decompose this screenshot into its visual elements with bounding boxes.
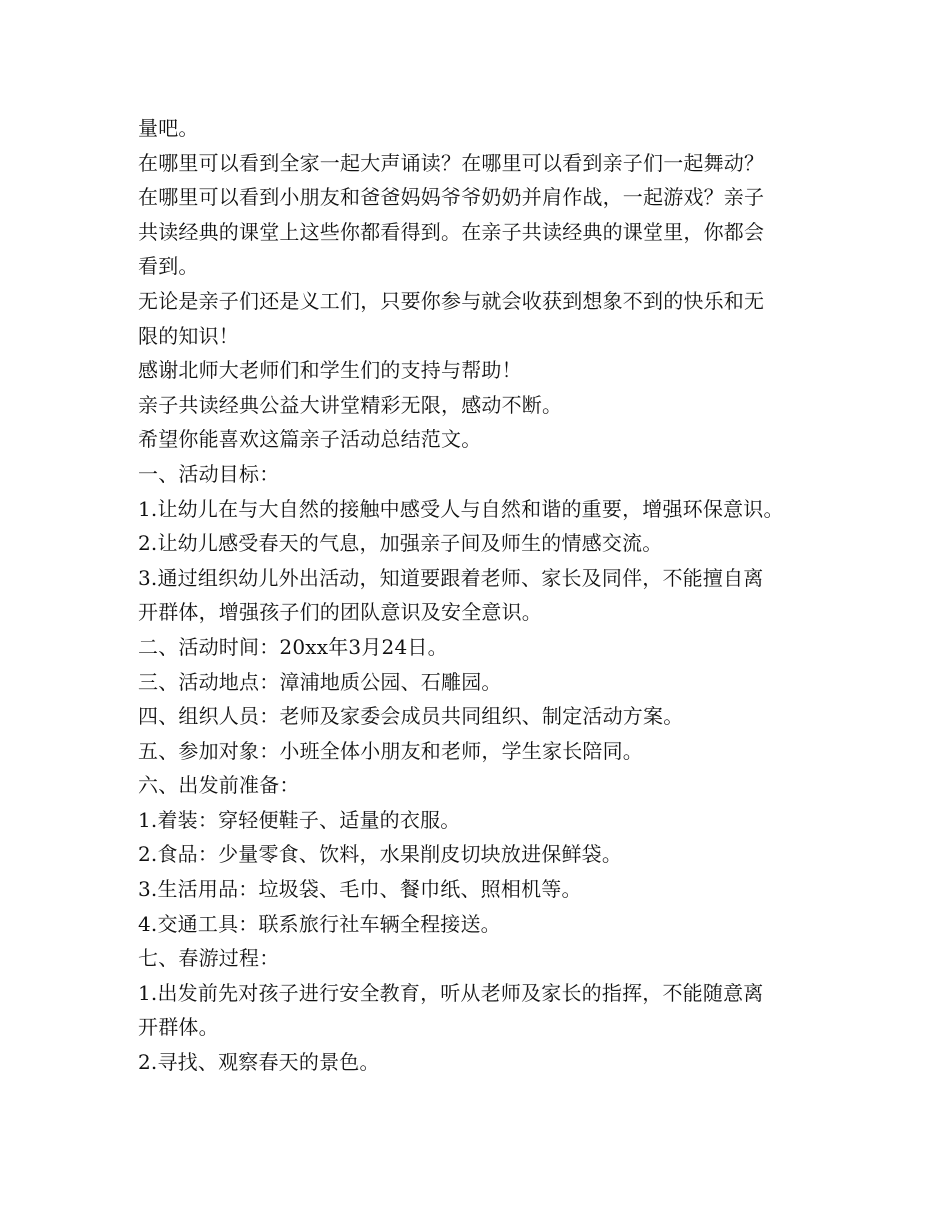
- list-item: 1.着装：穿轻便鞋子、适量的衣服。: [138, 807, 461, 832]
- section-heading: 二、活动时间：20xx年3月24日。: [138, 634, 448, 659]
- list-item: 3.生活用品：垃圾袋、毛巾、餐巾纸、照相机等。: [138, 877, 582, 902]
- section-heading: 七、春游过程：: [138, 946, 280, 971]
- section-heading: 五、参加对象：小班全体小朋友和老师，学生家长陪同。: [138, 738, 643, 763]
- list-item: 1.让幼儿在与大自然的接触中感受人与自然和谐的重要，增强环保意识。: [138, 496, 784, 521]
- list-item: 1.出发前先对孩子进行安全教育，听从老师及家长的指挥，不能随意离: [138, 980, 764, 1005]
- list-item: 4.交通工具：联系旅行社车辆全程接送。: [138, 911, 501, 936]
- list-item: 2.寻找、观察春天的景色。: [138, 1050, 380, 1075]
- text-line: 在哪里可以看到全家一起大声诵读？在哪里可以看到亲子们一起舞动？: [138, 150, 765, 175]
- list-item-continuation: 开群体。: [138, 1015, 219, 1040]
- list-item: 2.食品：少量零食、饮料，水果削皮切块放进保鲜袋。: [138, 842, 623, 867]
- text-line: 量吧。: [138, 116, 199, 140]
- text-line: 在哪里可以看到小朋友和爸爸妈妈爷爷奶奶并肩作战，一起游戏？亲子: [138, 185, 765, 210]
- text-line: 亲子共读经典公益大讲堂精彩无限，感动不断。: [138, 392, 563, 417]
- text-line: 希望你能喜欢这篇亲子活动总结范文。: [138, 427, 482, 452]
- list-item: 3.通过组织幼儿外出活动，知道要跟着老师、家长及同伴，不能擅自离: [138, 565, 764, 590]
- text-line: 感谢北师大老师们和学生们的支持与帮助！: [138, 358, 522, 383]
- section-heading: 六、出发前准备：: [138, 773, 300, 798]
- section-heading: 一、活动目标：: [138, 461, 280, 486]
- list-item-continuation: 开群体，增强孩子们的团队意识及安全意识。: [138, 600, 542, 625]
- section-heading: 三、活动地点：漳浦地质公园、石雕园。: [138, 669, 502, 694]
- list-item: 2.让幼儿感受春天的气息，加强亲子间及师生的情感交流。: [138, 531, 663, 556]
- text-line: 看到。: [138, 254, 199, 279]
- document-body: [138, 111, 828, 1080]
- section-heading: 四、组织人员：老师及家委会成员共同组织、制定活动方案。: [138, 704, 684, 729]
- text-line: 无论是亲子们还是义工们，只要你参与就会收获到想象不到的快乐和无: [138, 288, 765, 313]
- text-line: 限的知识！: [138, 323, 239, 348]
- text-line: 共读经典的课堂上这些你都看得到。在亲子共读经典的课堂里，你都会: [138, 219, 765, 244]
